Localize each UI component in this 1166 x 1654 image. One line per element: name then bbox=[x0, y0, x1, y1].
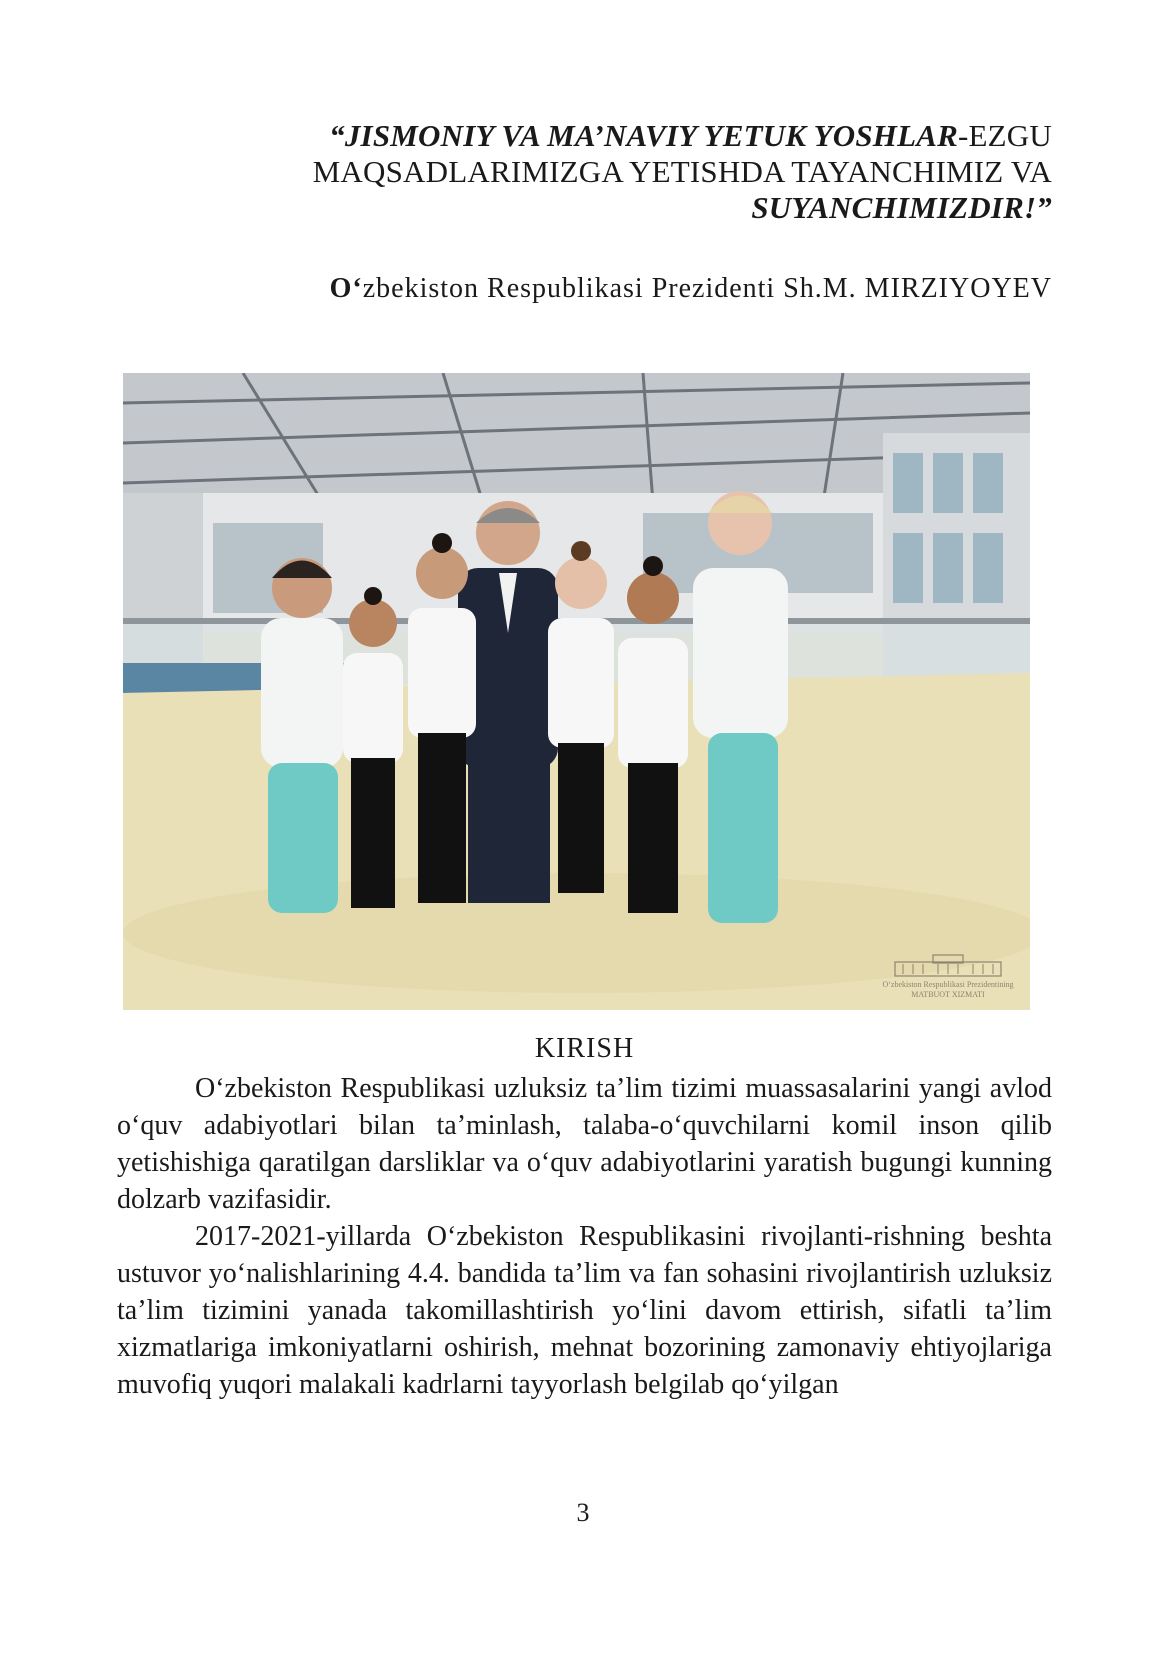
body-text bbox=[117, 1070, 1052, 1403]
epigraph-regular-part: -EZGU MAQSADLARIMIZGA YETISHDA TAYANCHIMIZ VA bbox=[312, 118, 1052, 189]
photo-illustration bbox=[123, 373, 1030, 1010]
epigraph-bold-end: SUYANCHIMIZDIR!” bbox=[751, 190, 1052, 225]
paragraph-2: 2017-2021-yillarda O‘zbekiston Respublikasini rivojlanti-rishning beshta ustuvor yo‘nalishlarining 4.4. bandida ta’lim va fan sohasini rivojlantirish uzluksiz ta’lim tizimini yanada takomillashtirish yo‘lini davom ettirish, sifatli ta’lim xizmatlariga imkoniyatlarni oshirish, mehnat bozorining zamonaviy ehtiyojlariga muvofiq yuqori malakali kadrlarni tayyorlash belgilab qo‘yilgan bbox=[117, 1221, 1052, 1400]
building-icon bbox=[893, 952, 1003, 978]
watermark-line-2: MATBUOT XIZMATI bbox=[911, 990, 985, 999]
press-service-watermark bbox=[878, 952, 1018, 1000]
epigraph-author bbox=[180, 272, 1052, 306]
epigraph-bold-part: “JISMONIY VA MA’NAVIY YETUK YOSHLAR bbox=[329, 118, 959, 153]
watermark-line-1: O‘zbekiston Respublikasi Prezidentining bbox=[882, 980, 1014, 989]
group-photo bbox=[123, 373, 1030, 1010]
section-heading: KIRISH bbox=[534, 1033, 635, 1064]
epigraph-quote bbox=[180, 118, 1052, 226]
page-number: 3 bbox=[576, 1498, 590, 1527]
paragraph-1: O‘zbekiston Respublikasi uzluksiz ta’lim tizimi muassasalarini yangi avlod o‘quv adabiyotlari bilan ta’minlash, talaba-o‘quvchilarni komil inson qilib yetishishiga qaratilgan darsliklar va o‘quv adabiyotlarini yaratish bugungi kunning dolzarb vazifasidir. bbox=[117, 1073, 1052, 1215]
author-initial: O‘ bbox=[329, 273, 363, 304]
author-name: zbekiston Respublikasi Prezidenti Sh.M. MIRZIYOYEV bbox=[362, 273, 1052, 304]
